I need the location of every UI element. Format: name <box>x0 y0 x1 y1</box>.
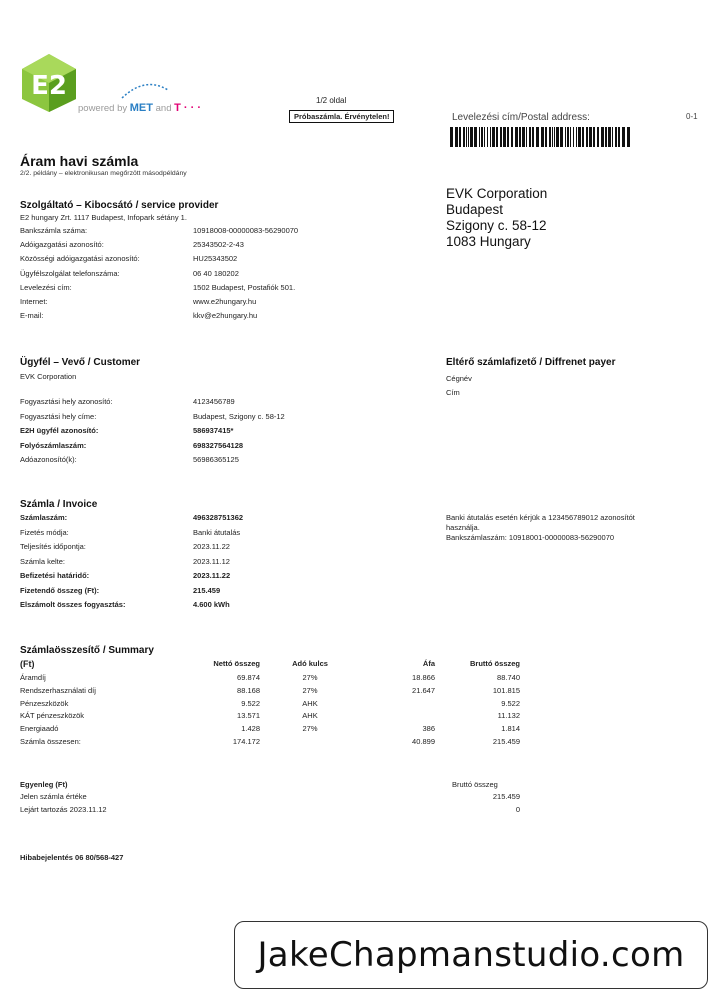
customer-value: Budapest, Szigony c. 58-12 <box>193 411 285 421</box>
col-rate: Adó kulcs <box>292 659 328 668</box>
balance-heading: Egyenleg (Ft) <box>20 780 68 789</box>
e2-logo-text: E2 <box>31 71 67 101</box>
invoice-value: Banki átutalás <box>193 527 241 537</box>
payer-address: Cím <box>446 388 460 397</box>
summary-label: Áramdíj <box>20 673 46 682</box>
summary-rate: 27% <box>302 685 318 695</box>
summary-tax: 21.647 <box>412 685 435 695</box>
invoice-label: Teljesítés időpontja: <box>20 542 86 551</box>
customer-label: Adóazonosító(k): <box>20 455 77 464</box>
balance-label: Lejárt tartozás 2023.11.12 <box>20 805 107 814</box>
summary-gross: 215.459 <box>492 737 520 746</box>
customer-label: Fogyasztási hely címe: <box>20 411 97 421</box>
recipient-address <box>446 186 547 250</box>
telekom-logo-text: T · · · <box>174 102 202 114</box>
watermark-text: JakeChapmanstudio.com <box>257 935 685 975</box>
summary-net: 174.172 <box>232 737 260 746</box>
barcode-icon <box>450 127 630 147</box>
provider-value: 1502 Budapest, Postafiók 501. <box>193 282 296 292</box>
customer-value: 698327564128 <box>193 440 244 450</box>
provider-label: Ügyfélszolgálat telefonszáma: <box>20 268 120 278</box>
page-indicator: 1/2 oldal <box>316 96 347 105</box>
provider-label: Adóigazgatási azonosító: <box>20 240 104 250</box>
provider-value: 10918008-00000083-56290070 <box>193 226 299 235</box>
summary-label: KÁT pénzeszközök <box>20 711 85 721</box>
proforma-text: Próbaszámla. Érvénytelen! <box>294 112 390 121</box>
address-line1: EVK Corporation <box>446 186 548 201</box>
met-logo-text: MET <box>129 102 153 114</box>
e2-logo <box>18 52 80 114</box>
provider-label: Közösségi adóigazgatási azonosító: <box>20 254 140 264</box>
customer-label: Folyószámlaszám: <box>20 440 87 450</box>
provider-label: E-mail: <box>20 311 44 321</box>
payment-note-line3: Bankszámlaszám: 10918001-00000083-56290070 <box>446 533 615 542</box>
customer-value: 56986365125 <box>193 455 239 464</box>
invoice-title: Áram havi számla <box>20 153 139 169</box>
invoice-value: 4.600 kWh <box>193 600 230 609</box>
postal-code: 0-1 <box>686 112 698 121</box>
invoice-label: Számlaszám: <box>20 513 68 522</box>
summary-rate: AHK <box>302 698 318 708</box>
postal-address-label: Levelezési cím/Postal address: <box>452 112 590 123</box>
summary-label: Számla összesen: <box>20 737 81 746</box>
invoice-value: 2023.11.22 <box>193 542 230 551</box>
and-text: and <box>155 103 172 114</box>
summary-rate: 27% <box>302 673 318 682</box>
invoice-value: 215.459 <box>193 585 221 595</box>
summary-gross: 9.522 <box>501 698 520 708</box>
summary-rate: 27% <box>302 724 318 734</box>
summary-gross: 101.815 <box>492 685 520 695</box>
provider-table <box>20 226 420 326</box>
customer-label: Fogyasztási hely azonosító: <box>20 397 113 406</box>
summary-heading: Számlaösszesítő / Summary <box>20 645 154 656</box>
provider-value: 25343502-2-43 <box>193 240 244 250</box>
invoice-label: Befizetési határidő: <box>20 571 90 580</box>
summary-net: 1.428 <box>241 724 260 734</box>
provider-label: Levelezési cím: <box>20 282 72 292</box>
summary-tax: 386 <box>422 724 435 734</box>
address-line2: Budapest <box>446 202 504 217</box>
invoice-label: Számla kelte: <box>20 556 66 566</box>
provider-label: Bankszámla száma: <box>20 226 88 235</box>
provider-line: E2 hungary Zrt. 1117 Budapest, Infopark sétány 1. <box>20 213 187 222</box>
customer-value: 586937415* <box>193 426 234 435</box>
customer-label: E2H ügyfél azonosító: <box>20 426 99 435</box>
summary-label: Rendszerhasználati díj <box>20 685 96 695</box>
met-arc-icon <box>120 82 170 105</box>
summary-table <box>20 657 540 767</box>
summary-gross: 88.740 <box>497 673 520 682</box>
balance-gross-label: Bruttó összeg <box>452 780 498 789</box>
invoice-value: 2023.11.12 <box>193 556 230 566</box>
provider-value: 06 40 180202 <box>193 268 239 278</box>
payment-note-line1: Banki átutalás esetén kérjük a 123456789012 azonosítót <box>446 513 635 522</box>
provider-heading: Szolgáltató – Kibocsátó / service provider <box>20 200 219 211</box>
summary-label: Pénzeszközök <box>20 698 69 708</box>
payment-note-line2: használja. <box>446 523 480 532</box>
summary-tax: 18.866 <box>412 673 435 682</box>
summary-tax: 40.899 <box>412 737 435 746</box>
summary-net: 88.168 <box>237 685 260 695</box>
summary-net: 13.571 <box>237 711 260 721</box>
proforma-badge <box>289 110 394 123</box>
customer-table <box>20 397 420 467</box>
watermark-badge <box>234 921 708 989</box>
summary-net: 9.522 <box>241 698 260 708</box>
invoice-label: Elszámolt összes fogyasztás: <box>20 600 126 609</box>
summary-label: Energiaadó <box>20 724 59 734</box>
summary-gross: 11.132 <box>497 711 520 721</box>
provider-value: HU25343502 <box>193 254 238 264</box>
barcode <box>450 127 630 147</box>
customer-name: EVK Corporation <box>20 372 77 381</box>
address-line4: 1083 Hungary <box>446 234 531 249</box>
payment-note <box>446 513 716 543</box>
invoice-label: Fizetés módja: <box>20 527 69 537</box>
customer-heading: Ügyfél – Vevő / Customer <box>20 357 141 368</box>
payer-heading: Eltérő számlafizető / Diffrenet payer <box>446 357 616 368</box>
address-line3: Szigony c. 58-12 <box>446 218 547 233</box>
payer-name: Cégnév <box>446 374 472 383</box>
powered-by-text: powered by <box>78 103 128 114</box>
balance-section <box>20 780 540 825</box>
invoice-table <box>20 513 420 613</box>
invoice-value: 496328751362 <box>193 513 244 522</box>
summary-unit: (Ft) <box>20 659 35 669</box>
provider-value: kkv@e2hungary.hu <box>193 311 258 321</box>
summary-net: 69.874 <box>237 673 260 682</box>
e2-logo-icon <box>18 52 80 114</box>
fault-report: Hibabejelentés 06 80/568-427 <box>20 853 124 862</box>
col-net: Nettó összeg <box>213 659 260 668</box>
invoice-value: 2023.11.22 <box>193 571 231 580</box>
balance-label: Jelen számla értéke <box>20 792 87 801</box>
provider-label: Internet: <box>20 297 48 306</box>
col-gross: Bruttó összeg <box>469 659 520 668</box>
col-tax: Áfa <box>422 659 435 668</box>
summary-rate: AHK <box>302 711 318 721</box>
invoice-heading: Számla / Invoice <box>20 499 98 510</box>
balance-value: 0 <box>515 805 520 814</box>
summary-gross: 1.814 <box>501 724 520 734</box>
provider-value: www.e2hungary.hu <box>193 297 257 306</box>
balance-value: 215.459 <box>492 792 520 801</box>
customer-value: 4123456789 <box>193 397 235 406</box>
invoice-subtitle: 2/2. példány – elektronikusan megőrzött másodpéldány <box>20 170 187 177</box>
invoice-label: Fizetendő összeg (Ft): <box>20 585 100 595</box>
